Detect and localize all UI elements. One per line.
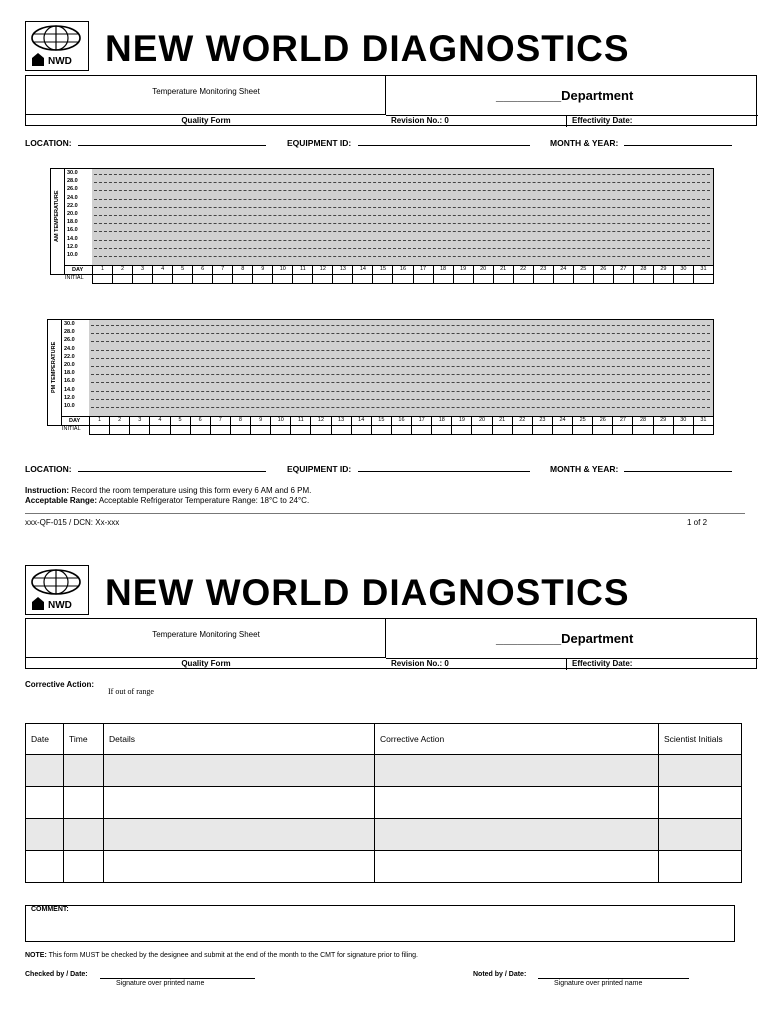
pm-initial-cell[interactable] bbox=[170, 425, 171, 435]
location-field[interactable] bbox=[78, 138, 266, 146]
am-initial-cell[interactable] bbox=[673, 274, 674, 284]
am-day-cell: 31 bbox=[693, 265, 713, 274]
am-initial-cell[interactable] bbox=[553, 274, 554, 284]
pm-gridline bbox=[91, 333, 710, 334]
pm-day-cell: 20 bbox=[471, 416, 491, 425]
pm-initial-cell[interactable] bbox=[431, 425, 432, 435]
checked-signature-caption: Signature over printed name bbox=[116, 980, 205, 987]
am-initial-cell[interactable] bbox=[533, 274, 534, 284]
am-initial-cell[interactable] bbox=[332, 274, 333, 284]
am-temperature-grid bbox=[50, 168, 714, 313]
am-day-cell: 10 bbox=[272, 265, 292, 274]
pm-day-cell: 21 bbox=[492, 416, 512, 425]
am-gridline bbox=[94, 248, 710, 249]
pm-initial-cell[interactable] bbox=[190, 425, 191, 435]
month-year-label: MONTH & YEAR: bbox=[550, 138, 619, 148]
pm-day-label: DAY bbox=[69, 418, 81, 425]
am-day-cell: 9 bbox=[252, 265, 272, 274]
pm-initial-cell[interactable] bbox=[210, 425, 211, 435]
pm-gridline bbox=[91, 374, 710, 375]
am-initial-cell[interactable] bbox=[352, 274, 353, 284]
quality-form-label: Quality Form bbox=[181, 116, 231, 125]
pm-day-cell: 14 bbox=[351, 416, 371, 425]
pm-gridline bbox=[91, 382, 710, 383]
am-initial-row bbox=[92, 274, 714, 284]
form-header-2 bbox=[25, 618, 757, 669]
page-number: 1 of 2 bbox=[687, 518, 708, 527]
pm-day-cell: 23 bbox=[532, 416, 552, 425]
pm-temp-label: 20.0 bbox=[64, 362, 75, 368]
am-day-cell: 5 bbox=[172, 265, 192, 274]
pm-day-cell: 4 bbox=[149, 416, 169, 425]
am-initial-cell[interactable] bbox=[192, 274, 193, 284]
am-gridline bbox=[94, 240, 710, 241]
pm-temperature-grid bbox=[47, 319, 714, 464]
pm-day-cell: 3 bbox=[129, 416, 149, 425]
am-initial-cell[interactable] bbox=[593, 274, 594, 284]
pm-initial-cell[interactable] bbox=[673, 425, 674, 435]
am-initial-cell[interactable] bbox=[312, 274, 313, 284]
pm-initial-cell[interactable] bbox=[512, 425, 513, 435]
am-day-cell: 25 bbox=[573, 265, 593, 274]
am-label-divider bbox=[64, 168, 65, 275]
effectivity-label-2: Effectivity Date: bbox=[572, 659, 633, 668]
corrective-label: Corrective Action: bbox=[25, 680, 95, 689]
equipment-label: EQUIPMENT ID: bbox=[287, 138, 352, 148]
company-logo-2 bbox=[25, 565, 89, 615]
pm-initial-cell[interactable] bbox=[230, 425, 231, 435]
company-logo bbox=[25, 21, 89, 71]
pm-temp-label: 14.0 bbox=[64, 386, 75, 393]
pm-day-cell: 10 bbox=[270, 416, 290, 425]
month-year-field[interactable] bbox=[624, 138, 732, 146]
department-field: _________Department bbox=[496, 88, 634, 103]
equipment-label-2: EQUIPMENT ID: bbox=[287, 464, 352, 474]
am-gridline bbox=[94, 199, 710, 200]
location-field-2[interactable] bbox=[78, 464, 266, 472]
location-label: LOCATION: bbox=[25, 138, 72, 148]
pm-side-label: PM TEMPERATURE bbox=[51, 341, 57, 394]
am-gridline bbox=[94, 215, 710, 216]
pm-temp-label: 18.0 bbox=[64, 370, 75, 377]
revision-label: Revision No.: 0 bbox=[391, 116, 449, 125]
am-day-cell: 21 bbox=[493, 265, 513, 274]
pm-initial-cell[interactable] bbox=[653, 425, 654, 435]
am-initial-cell[interactable] bbox=[152, 274, 153, 284]
am-day-cell: 22 bbox=[513, 265, 533, 274]
pm-day-cell: 12 bbox=[310, 416, 330, 425]
am-day-cell: 18 bbox=[433, 265, 453, 274]
pm-day-cell: 29 bbox=[653, 416, 673, 425]
am-day-cell: 28 bbox=[633, 265, 653, 274]
am-side-label: AM TEMPERATURE bbox=[54, 190, 60, 243]
pm-day-cell: 31 bbox=[693, 416, 713, 425]
am-day-cell: 29 bbox=[653, 265, 673, 274]
table-row bbox=[26, 819, 742, 851]
revision-label-2: Revision No.: 0 bbox=[391, 659, 449, 668]
pm-day-cell: 22 bbox=[512, 416, 532, 425]
quality-form-label-2: Quality Form bbox=[181, 659, 231, 668]
pm-initial-label: INITIAL bbox=[62, 426, 81, 433]
comment-label: COMMENT: bbox=[31, 906, 69, 913]
pm-day-cell: 9 bbox=[250, 416, 270, 425]
am-gridline bbox=[94, 182, 710, 183]
note-line bbox=[25, 952, 418, 959]
pm-day-cell: 2 bbox=[109, 416, 129, 425]
am-temp-label: 26.0 bbox=[67, 186, 78, 193]
am-initial-cell[interactable] bbox=[653, 274, 654, 284]
pm-gridline bbox=[91, 341, 710, 342]
am-gridline bbox=[94, 231, 710, 232]
pm-chart-area[interactable] bbox=[89, 320, 713, 416]
am-temp-label: 18.0 bbox=[67, 219, 78, 226]
am-day-cell: 23 bbox=[533, 265, 553, 274]
am-gridline bbox=[94, 223, 710, 224]
logo-text: NWD bbox=[48, 56, 72, 67]
pm-gridline bbox=[91, 325, 710, 326]
pm-gridline bbox=[91, 407, 710, 408]
col-scientist-initials: Scientist Initials bbox=[659, 724, 742, 755]
am-day-cell: 6 bbox=[192, 265, 212, 274]
pm-gridline bbox=[91, 350, 710, 351]
pm-day-cell: 26 bbox=[592, 416, 612, 425]
note-label: NOTE: bbox=[25, 952, 47, 959]
am-initial-cell[interactable] bbox=[413, 274, 414, 284]
pm-temp-label: 28.0 bbox=[64, 329, 75, 336]
effectivity-label: Effectivity Date: bbox=[572, 116, 633, 125]
pm-initial-cell[interactable] bbox=[552, 425, 553, 435]
am-day-cell: 12 bbox=[312, 265, 332, 274]
am-initial-cell[interactable] bbox=[513, 274, 514, 284]
department-field-2: _________Department bbox=[496, 631, 634, 646]
note-text: This form MUST be checked by the designee and submit at the end of the month to the CMT for signature prior to filing. bbox=[48, 952, 418, 959]
pm-day-cell: 17 bbox=[411, 416, 431, 425]
col-time: Time bbox=[64, 724, 104, 755]
am-day-cell: 27 bbox=[613, 265, 633, 274]
pm-initial-cell[interactable] bbox=[351, 425, 352, 435]
corrective-action-heading bbox=[25, 680, 94, 689]
am-initial-cell[interactable] bbox=[693, 274, 694, 284]
am-day-cell: 20 bbox=[473, 265, 493, 274]
pm-initial-cell[interactable] bbox=[592, 425, 593, 435]
checked-by-field[interactable] bbox=[100, 971, 255, 979]
form-title: Temperature Monitoring Sheet bbox=[152, 87, 260, 96]
pm-initial-cell[interactable] bbox=[270, 425, 271, 435]
pm-initial-row bbox=[89, 425, 714, 435]
noted-signature-caption: Signature over printed name bbox=[554, 980, 643, 987]
am-initial-cell[interactable] bbox=[573, 274, 574, 284]
am-initial-cell[interactable] bbox=[292, 274, 293, 284]
pm-initial-cell[interactable] bbox=[250, 425, 251, 435]
pm-initial-cell[interactable] bbox=[471, 425, 472, 435]
pm-day-cell: 16 bbox=[391, 416, 411, 425]
am-day-cell: 14 bbox=[352, 265, 372, 274]
am-temp-label: 12.0 bbox=[67, 243, 78, 250]
range-text: Acceptable Refrigerator Temperature Range: 18°C to 24°C. bbox=[98, 496, 310, 505]
pm-initial-cell[interactable] bbox=[109, 425, 110, 435]
pm-day-cell: 28 bbox=[632, 416, 652, 425]
am-temp-label: 28.0 bbox=[67, 178, 78, 185]
pm-day-cell: 27 bbox=[612, 416, 632, 425]
am-initial-label: INITIAL bbox=[65, 275, 84, 282]
pm-initial-cell[interactable] bbox=[310, 425, 311, 435]
checked-by-label: Checked by / Date: bbox=[25, 971, 88, 978]
pm-initial-cell[interactable] bbox=[632, 425, 633, 435]
am-day-cell: 1 bbox=[92, 265, 112, 274]
company-name-2: NEW WORLD DIAGNOSTICS bbox=[105, 572, 630, 613]
am-initial-cell[interactable] bbox=[473, 274, 474, 284]
am-day-cell: 17 bbox=[413, 265, 433, 274]
pm-day-cell: 6 bbox=[190, 416, 210, 425]
am-day-cell: 26 bbox=[593, 265, 613, 274]
pm-initial-cell[interactable] bbox=[371, 425, 372, 435]
col-details: Details bbox=[104, 724, 375, 755]
am-initial-cell[interactable] bbox=[272, 274, 273, 284]
am-temp-label: 24.0 bbox=[67, 194, 78, 201]
am-day-cell: 15 bbox=[372, 265, 392, 274]
pm-day-cell: 30 bbox=[673, 416, 693, 425]
table-row bbox=[26, 851, 742, 883]
am-initial-cell[interactable] bbox=[613, 274, 614, 284]
noted-by-field[interactable] bbox=[538, 971, 689, 979]
footer-divider bbox=[25, 513, 745, 514]
am-day-cell: 13 bbox=[332, 265, 352, 274]
table-row bbox=[26, 755, 742, 787]
pm-temp-label: 12.0 bbox=[64, 394, 75, 401]
pm-day-cell: 11 bbox=[290, 416, 310, 425]
pm-label-divider bbox=[61, 319, 62, 426]
pm-temp-label: 26.0 bbox=[64, 337, 75, 344]
am-initial-cell[interactable] bbox=[633, 274, 634, 284]
am-initial-cell[interactable] bbox=[453, 274, 454, 284]
month-year-field-2[interactable] bbox=[624, 464, 732, 472]
am-gridline bbox=[94, 174, 710, 175]
am-day-cell: 4 bbox=[152, 265, 172, 274]
pm-day-cell: 15 bbox=[371, 416, 391, 425]
am-day-label: DAY bbox=[72, 267, 84, 274]
pm-initial-cell[interactable] bbox=[149, 425, 150, 435]
pm-day-cell: 24 bbox=[552, 416, 572, 425]
am-initial-cell[interactable] bbox=[212, 274, 213, 284]
pm-day-cell: 7 bbox=[210, 416, 230, 425]
am-gridline bbox=[94, 190, 710, 191]
am-initial-cell[interactable] bbox=[392, 274, 393, 284]
instruction-text: Record the room temperature using this form every 6 AM and 6 PM. bbox=[71, 486, 312, 495]
am-initial-cell[interactable] bbox=[112, 274, 113, 284]
pm-day-cell: 5 bbox=[170, 416, 190, 425]
am-initial-cell[interactable] bbox=[433, 274, 434, 284]
range-label: Acceptable Range: bbox=[25, 496, 98, 505]
pm-initial-cell[interactable] bbox=[612, 425, 613, 435]
pm-day-cell: 18 bbox=[431, 416, 451, 425]
noted-by-label: Noted by / Date: bbox=[473, 971, 527, 978]
am-temp-label: 16.0 bbox=[67, 227, 78, 234]
pm-initial-cell[interactable] bbox=[492, 425, 493, 435]
pm-initial-cell[interactable] bbox=[331, 425, 332, 435]
pm-gridline bbox=[91, 391, 710, 392]
am-day-cell: 30 bbox=[673, 265, 693, 274]
am-initial-cell[interactable] bbox=[493, 274, 494, 284]
pm-gridline bbox=[91, 358, 710, 359]
am-day-cell: 2 bbox=[112, 265, 132, 274]
col-corrective-action: Corrective Action bbox=[375, 724, 659, 755]
am-day-cell: 24 bbox=[553, 265, 573, 274]
am-temp-label: 22.0 bbox=[67, 202, 78, 209]
instruction-label: Instruction: bbox=[25, 486, 69, 495]
pm-initial-cell[interactable] bbox=[411, 425, 412, 435]
pm-day-cell: 8 bbox=[230, 416, 250, 425]
equipment-field[interactable] bbox=[358, 138, 530, 146]
am-gridline bbox=[94, 207, 710, 208]
pm-initial-cell[interactable] bbox=[129, 425, 130, 435]
am-chart-area[interactable] bbox=[92, 169, 713, 265]
am-temp-label: 20.0 bbox=[67, 211, 78, 217]
doc-code: xxx-QF-015 / DCN: Xx-xxx bbox=[25, 518, 120, 527]
col-date: Date bbox=[26, 724, 64, 755]
pm-temp-label: 24.0 bbox=[64, 345, 75, 352]
pm-day-cell: 13 bbox=[331, 416, 351, 425]
am-gridline bbox=[94, 256, 710, 257]
pm-day-cell: 25 bbox=[572, 416, 592, 425]
corrective-action-table bbox=[25, 723, 742, 883]
instruction-line bbox=[25, 486, 311, 495]
am-temp-label: 30.0 bbox=[67, 170, 78, 176]
am-initial-cell[interactable] bbox=[232, 274, 233, 284]
am-day-cell: 3 bbox=[132, 265, 152, 274]
am-day-cell: 16 bbox=[392, 265, 412, 274]
am-initial-cell[interactable] bbox=[252, 274, 253, 284]
table-row bbox=[26, 787, 742, 819]
location-label-2: LOCATION: bbox=[25, 464, 72, 474]
am-temp-label: 10.0 bbox=[67, 252, 78, 258]
pm-temp-label: 22.0 bbox=[64, 353, 75, 360]
equipment-field-2[interactable] bbox=[358, 464, 530, 472]
pm-day-cell: 19 bbox=[451, 416, 471, 425]
pm-temp-label: 16.0 bbox=[64, 378, 75, 385]
pm-initial-cell[interactable] bbox=[290, 425, 291, 435]
month-year-label-2: MONTH & YEAR: bbox=[550, 464, 619, 474]
pm-initial-cell[interactable] bbox=[532, 425, 533, 435]
pm-gridline bbox=[91, 366, 710, 367]
am-day-cell: 11 bbox=[292, 265, 312, 274]
pm-initial-cell[interactable] bbox=[572, 425, 573, 435]
company-name: NEW WORLD DIAGNOSTICS bbox=[105, 28, 630, 69]
pm-initial-cell[interactable] bbox=[451, 425, 452, 435]
am-day-cell: 7 bbox=[212, 265, 232, 274]
form-header bbox=[25, 75, 757, 126]
comment-box[interactable] bbox=[25, 905, 735, 942]
pm-initial-cell[interactable] bbox=[693, 425, 694, 435]
pm-temp-label: 30.0 bbox=[64, 321, 75, 327]
am-temp-label: 14.0 bbox=[67, 235, 78, 242]
pm-initial-cell[interactable] bbox=[391, 425, 392, 435]
pm-gridline bbox=[91, 399, 710, 400]
pm-temp-label: 10.0 bbox=[64, 403, 75, 409]
am-day-cell: 8 bbox=[232, 265, 252, 274]
pm-day-cell: 1 bbox=[89, 416, 109, 425]
acceptable-range-line bbox=[25, 496, 309, 505]
logo-text-2: NWD bbox=[48, 600, 72, 611]
corrective-note: If out of range bbox=[108, 687, 154, 696]
form-title-2: Temperature Monitoring Sheet bbox=[152, 630, 260, 639]
am-initial-cell[interactable] bbox=[372, 274, 373, 284]
am-day-cell: 19 bbox=[453, 265, 473, 274]
am-initial-cell[interactable] bbox=[172, 274, 173, 284]
am-initial-cell[interactable] bbox=[132, 274, 133, 284]
